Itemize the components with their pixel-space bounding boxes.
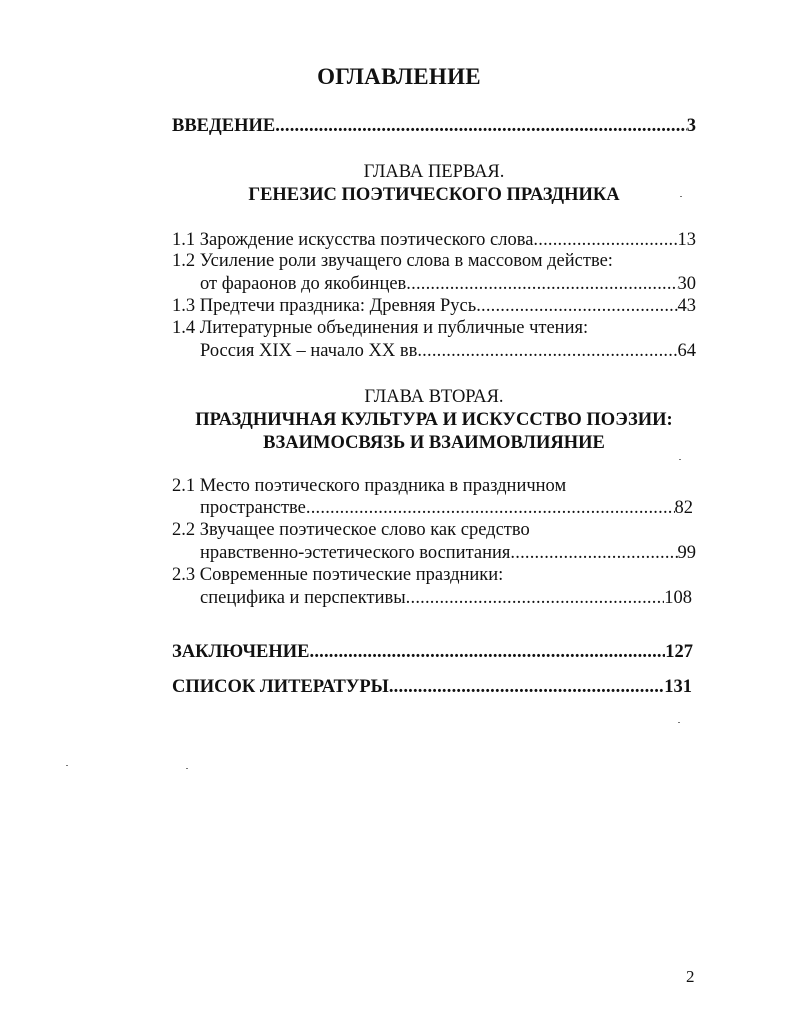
chapter2-subtitle-line1: ПРАЗДНИЧНАЯ КУЛЬТУРА И ИСКУССТВО ПОЭЗИИ: [195,410,673,430]
toc-entry-label: ВВЕДЕНИЕ [172,116,276,136]
toc-leader-dots [275,114,687,138]
toc-entry-page: 13 [677,230,696,250]
toc-entry-page: 3 [686,116,696,136]
toc-leader-dots [476,294,677,318]
scan-speck [680,196,682,197]
toc-entry-page: 82 [674,498,693,518]
toc-leader-dots [310,640,666,664]
scan-speck [186,768,188,769]
toc-entry-page: 43 [677,296,696,316]
scan-speck [679,459,681,460]
chapter2-subtitle-line2: ВЗАИМОСВЯЗЬ И ВЗАИМОВЛИЯНИЕ [263,433,605,453]
toc-entry-2-3-line1: 2.3 Современные поэтические праздники: [172,565,504,585]
scan-speck [678,722,680,723]
toc-entry-page: 99 [677,543,696,563]
toc-entry-1-2 [200,272,696,296]
chapter1-subtitle: ГЕНЕЗИС ПОЭТИЧЕСКОГО ПРАЗДНИКА [248,185,620,205]
scan-speck [66,765,68,766]
toc-entry-page: 131 [664,677,692,697]
toc-entry-label: пространстве [200,498,306,518]
page-number: 2 [686,967,695,986]
toc-entry-label: специфика и перспективы [200,588,406,608]
toc-entry-label: 1.3 Предтечи праздника: Древняя Русь [172,296,477,316]
toc-leader-dots [417,339,677,363]
toc-leader-dots [306,496,675,520]
toc-entry-2-2 [200,541,696,565]
toc-entry-bibliography [172,675,692,699]
toc-entry-2-3 [200,586,692,610]
toc-entry-1-4 [200,339,696,363]
toc-entry-label: от фараонов до якобинцев [200,274,407,294]
page-title: ОГЛАВЛЕНИЕ [317,64,481,89]
chapter1-heading: ГЛАВА ПЕРВАЯ. [363,162,505,182]
toc-entry-1-4-line1: 1.4 Литературные объединения и публичные чтения: [172,318,589,338]
toc-entry-page: 30 [677,274,696,294]
toc-entry-2-1 [200,496,693,520]
toc-entry-1-3 [172,294,696,318]
toc-entry-label: ЗАКЛЮЧЕНИЕ [172,642,310,662]
toc-entry-label: Россия XIX – начало XX вв [200,341,418,361]
toc-entry-label: 1.1 Зарождение искусства поэтического слова [172,230,534,250]
toc-entry-page: 64 [677,341,696,361]
toc-entry-intro [172,114,696,138]
toc-entry-label: нравственно-эстетического воспитания [200,543,511,563]
toc-entry-2-1-line1: 2.1 Место поэтического праздника в праздничном [172,476,567,496]
toc-entry-1-2-line1: 1.2 Усиление роли звучащего слова в массовом действе: [172,251,613,271]
chapter2-heading: ГЛАВА ВТОРАЯ. [364,387,504,407]
toc-leader-dots [510,541,677,565]
toc-leader-dots [406,272,677,296]
toc-entry-page: 108 [664,588,692,608]
toc-leader-dots [389,675,664,699]
toc-entry-conclusion [172,640,693,664]
toc-entry-2-2-line1: 2.2 Звучащее поэтическое слово как средство [172,520,530,540]
toc-entry-label: СПИСОК ЛИТЕРАТУРЫ [172,677,389,697]
toc-leader-dots [406,586,665,610]
toc-entry-page: 127 [665,642,693,662]
